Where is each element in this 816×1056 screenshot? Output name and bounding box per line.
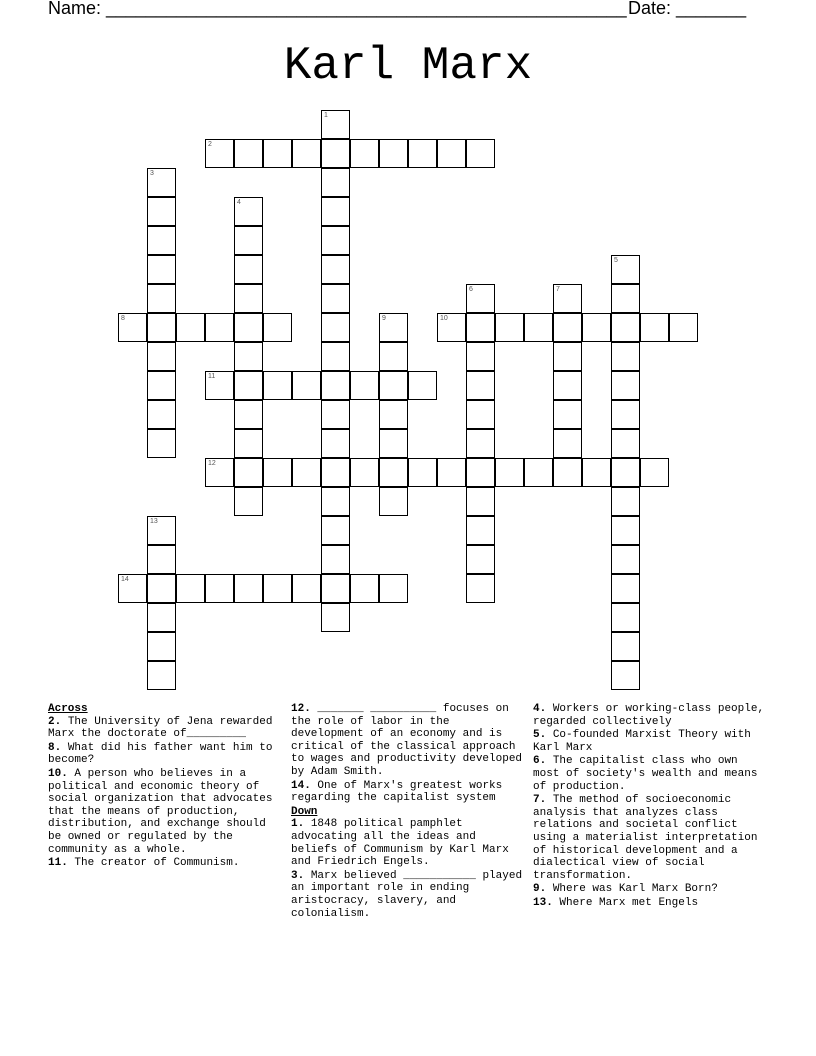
grid-cell[interactable] — [379, 400, 408, 429]
grid-cell[interactable] — [292, 139, 321, 168]
grid-cell[interactable] — [292, 574, 321, 603]
grid-cell[interactable] — [263, 458, 292, 487]
clue-across-14: 14. One of Marx's greatest works regarding the capitalist system — [291, 779, 503, 805]
clue-number: 12 — [208, 460, 216, 467]
clue-down-3: 3. Marx believed ___________ played an important role in ending aristocracy, slavery, and colonialism. — [291, 869, 523, 920]
name-field-label[interactable]: Name: ____________________________________________________ — [48, 0, 627, 18]
grid-cell[interactable] — [176, 574, 205, 603]
clue-down-13: 13. Where Marx met Engels — [533, 896, 699, 909]
grid-cell[interactable] — [495, 458, 524, 487]
grid-cell[interactable] — [321, 371, 350, 400]
page-title: Karl Marx — [283, 40, 533, 92]
grid-cell[interactable] — [147, 574, 176, 603]
grid-cell[interactable] — [147, 168, 176, 197]
grid-cell[interactable] — [234, 371, 263, 400]
clue-number: 11 — [208, 373, 216, 380]
grid-cell[interactable] — [466, 139, 495, 168]
grid-cell[interactable] — [553, 371, 582, 400]
grid-cell[interactable] — [234, 400, 263, 429]
grid-cell[interactable] — [321, 342, 350, 371]
grid-cell[interactable] — [234, 255, 263, 284]
grid-cell[interactable] — [379, 371, 408, 400]
grid-cell[interactable] — [321, 197, 350, 226]
grid-cell[interactable] — [263, 574, 292, 603]
grid-cell[interactable] — [147, 371, 176, 400]
grid-cell[interactable] — [118, 313, 147, 342]
grid-cell[interactable] — [321, 284, 350, 313]
grid-cell[interactable] — [437, 139, 466, 168]
grid-cell[interactable] — [205, 574, 234, 603]
grid-cell[interactable] — [234, 342, 263, 371]
clue-across-10: 10. A person who believes in a political and economic theory of social organization that advocates that the means of production, distribution, and exchange should be owned or regulated by the community as a whole. — [48, 767, 273, 856]
grid-cell[interactable] — [553, 429, 582, 458]
grid-cell[interactable] — [524, 313, 553, 342]
clue-down-1: 1. 1848 political pamphlet advocating all the ideas and beliefs of Communism by Karl Marx and Friedrich Engels. — [291, 818, 509, 869]
grid-cell[interactable] — [611, 255, 640, 284]
grid-cell[interactable] — [321, 139, 350, 168]
grid-cell[interactable] — [466, 487, 495, 516]
clue-number: 3 — [150, 170, 154, 177]
clue-across-11: 11. The creator of Communism. — [48, 857, 240, 870]
grid-cell[interactable] — [611, 400, 640, 429]
grid-cell[interactable] — [263, 139, 292, 168]
grid-cell[interactable] — [611, 545, 640, 574]
grid-cell[interactable] — [611, 603, 640, 632]
grid-cell[interactable] — [321, 400, 350, 429]
clue-down-5: 5. Co-founded Marxist Theory with Karl Marx — [533, 729, 751, 754]
grid-cell[interactable] — [640, 458, 669, 487]
grid-cell[interactable] — [147, 429, 176, 458]
clue-across-8: 8. What did his father want him to become? — [48, 741, 273, 767]
grid-cell[interactable] — [147, 313, 176, 342]
grid-cell[interactable] — [379, 139, 408, 168]
grid-cell[interactable] — [350, 574, 379, 603]
grid-cell[interactable] — [234, 429, 263, 458]
grid-cell[interactable] — [321, 545, 350, 574]
grid-cell[interactable] — [466, 516, 495, 545]
grid-cell[interactable] — [495, 313, 524, 342]
grid-cell[interactable] — [205, 458, 234, 487]
grid-cell[interactable] — [379, 342, 408, 371]
grid-cell[interactable] — [147, 400, 176, 429]
grid-cell[interactable] — [234, 574, 263, 603]
grid-cell[interactable] — [147, 342, 176, 371]
grid-cell[interactable] — [582, 313, 611, 342]
grid-cell[interactable] — [147, 197, 176, 226]
grid-cell[interactable] — [466, 342, 495, 371]
grid-cell[interactable] — [321, 226, 350, 255]
grid-cell[interactable] — [611, 516, 640, 545]
grid-cell[interactable] — [321, 487, 350, 516]
grid-cell[interactable] — [553, 284, 582, 313]
clues-column-1 — [48, 703, 280, 871]
grid-cell[interactable] — [234, 197, 263, 226]
grid-cell[interactable] — [147, 545, 176, 574]
grid-cell[interactable] — [234, 226, 263, 255]
grid-cell[interactable] — [640, 313, 669, 342]
grid-cell[interactable] — [611, 284, 640, 313]
grid-cell[interactable] — [466, 313, 495, 342]
clue-across-12: 12. _______ __________ focuses on the role of labor in the development of an economy and is critical of the classical approach to wages and productivity developed by Adam Smith. — [291, 703, 523, 778]
grid-cell[interactable] — [147, 632, 176, 661]
grid-cell[interactable] — [118, 574, 147, 603]
grid-cell[interactable] — [205, 139, 234, 168]
clue-number: 1 — [324, 112, 328, 119]
grid-cell[interactable] — [147, 661, 176, 690]
grid-cell[interactable] — [379, 574, 408, 603]
clue-across-2: 2. The University of Jena rewarded Marx the doctorate of_________ — [48, 715, 273, 741]
grid-cell[interactable] — [524, 458, 553, 487]
grid-cell[interactable] — [147, 603, 176, 632]
grid-cell[interactable] — [611, 574, 640, 603]
grid-cell[interactable] — [408, 458, 437, 487]
grid-cell[interactable] — [553, 313, 582, 342]
clue-number: 5 — [614, 257, 618, 264]
grid-cell[interactable] — [176, 313, 205, 342]
clues-column-2 — [291, 703, 523, 921]
grid-cell[interactable] — [379, 313, 408, 342]
grid-cell[interactable] — [611, 429, 640, 458]
grid-cell[interactable] — [350, 139, 379, 168]
grid-cell[interactable] — [321, 429, 350, 458]
grid-cell[interactable] — [234, 139, 263, 168]
grid-cell[interactable] — [553, 400, 582, 429]
grid-cell[interactable] — [350, 371, 379, 400]
across-heading: Across — [48, 703, 88, 715]
clue-down-4: 4. Workers or working-class people, regarded collectively — [533, 703, 765, 728]
grid-cell[interactable] — [263, 313, 292, 342]
grid-cell[interactable] — [147, 516, 176, 545]
clue-number: 13 — [150, 518, 158, 525]
grid-cell[interactable] — [234, 284, 263, 313]
grid-cell[interactable] — [379, 429, 408, 458]
grid-cell[interactable] — [611, 632, 640, 661]
grid-cell[interactable] — [321, 516, 350, 545]
clue-number: 10 — [440, 315, 448, 322]
grid-cell[interactable] — [466, 371, 495, 400]
grid-cell[interactable] — [466, 284, 495, 313]
grid-cell[interactable] — [147, 284, 176, 313]
grid-cell[interactable] — [234, 458, 263, 487]
grid-cell[interactable] — [321, 255, 350, 284]
grid-cell[interactable] — [437, 458, 466, 487]
grid-cell[interactable] — [292, 371, 321, 400]
clue-number: 2 — [208, 141, 212, 148]
grid-cell[interactable] — [321, 168, 350, 197]
grid-cell[interactable] — [466, 574, 495, 603]
clue-number: 8 — [121, 315, 125, 322]
grid-cell[interactable] — [147, 255, 176, 284]
clue-number: 6 — [469, 286, 473, 293]
grid-cell[interactable] — [379, 458, 408, 487]
clues-column-3 — [533, 703, 765, 911]
grid-cell[interactable] — [321, 458, 350, 487]
grid-cell[interactable] — [611, 487, 640, 516]
grid-cell[interactable] — [321, 110, 350, 139]
clue-number: 9 — [382, 315, 386, 322]
grid-cell[interactable] — [553, 458, 582, 487]
clue-down-9: 9. Where was Karl Marx Born? — [533, 883, 718, 896]
clue-number: 4 — [237, 199, 241, 206]
grid-cell[interactable] — [147, 226, 176, 255]
down-heading: Down — [291, 805, 318, 818]
grid-cell[interactable] — [466, 458, 495, 487]
grid-cell[interactable] — [611, 313, 640, 342]
grid-cell[interactable] — [437, 313, 466, 342]
grid-cell[interactable] — [408, 139, 437, 168]
clue-down-6: 6. The capitalist class who own most of society's wealth and means of production. — [533, 755, 758, 793]
grid-cell[interactable] — [321, 574, 350, 603]
grid-cell[interactable] — [205, 313, 234, 342]
grid-cell[interactable] — [379, 487, 408, 516]
grid-cell[interactable] — [466, 400, 495, 429]
grid-cell[interactable] — [611, 342, 640, 371]
clue-number: 14 — [121, 576, 129, 583]
grid-cell[interactable] — [234, 487, 263, 516]
grid-cell[interactable] — [205, 371, 234, 400]
clue-number: 7 — [556, 286, 560, 293]
grid-cell[interactable] — [466, 545, 495, 574]
grid-cell[interactable] — [292, 458, 321, 487]
grid-cell[interactable] — [669, 313, 698, 342]
grid-cell[interactable] — [611, 458, 640, 487]
grid-cell[interactable] — [553, 342, 582, 371]
grid-cell[interactable] — [611, 371, 640, 400]
grid-cell[interactable] — [408, 371, 437, 400]
grid-cell[interactable] — [263, 371, 292, 400]
grid-cell[interactable] — [321, 313, 350, 342]
grid-cell[interactable] — [582, 458, 611, 487]
clue-down-7: 7. The method of socioeconomic analysis that analyzes class relations and societal conflict using a materialist interpretation of historical development and a dialectical view of social transformation. — [533, 794, 758, 882]
grid-cell[interactable] — [234, 313, 263, 342]
date-field-label[interactable]: Date: _______ — [628, 0, 747, 18]
grid-cell[interactable] — [321, 603, 350, 632]
grid-cell[interactable] — [611, 661, 640, 690]
grid-cell[interactable] — [466, 429, 495, 458]
grid-cell[interactable] — [350, 458, 379, 487]
